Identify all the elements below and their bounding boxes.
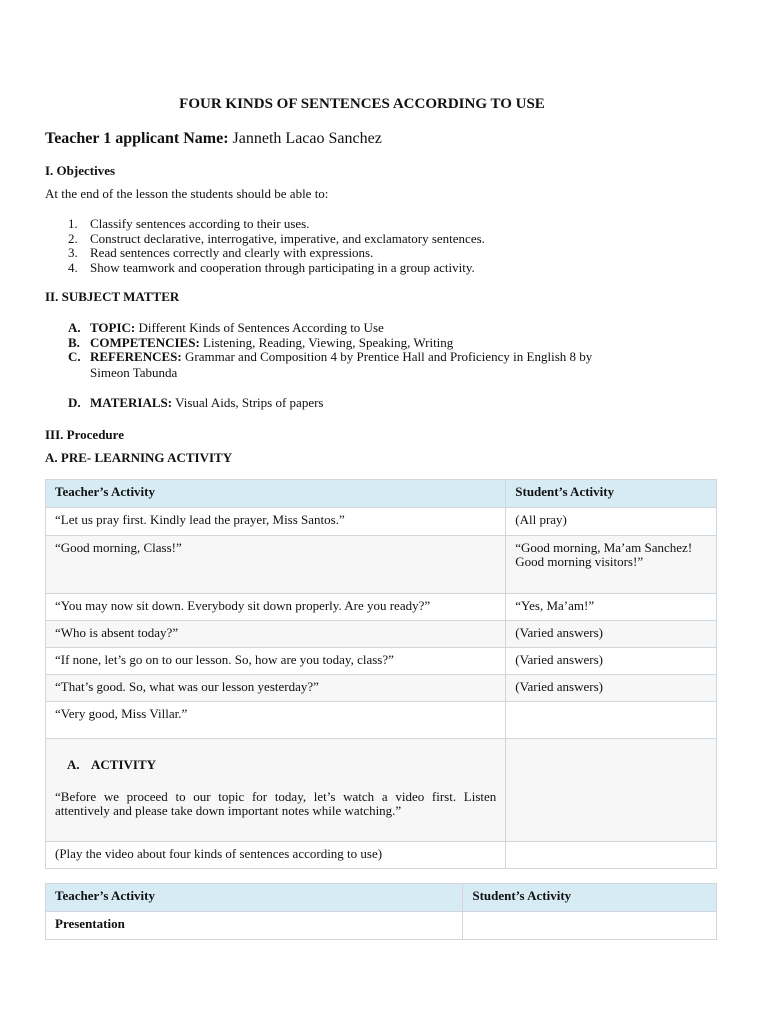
objectives-heading: I. Objectives (45, 163, 116, 178)
objective-item: 3. Read sentences correctly and clearly with expressions. (68, 245, 374, 260)
table-row: “That’s good. So, what was our lesson yesterday?” (Varied answers) (46, 675, 717, 702)
presentation-table (45, 883, 717, 940)
table-row: “Good morning, Class!” “Good morning, Ma’am Sanchez! Good morning visitors!” (46, 536, 717, 594)
student-activity-header: Student’s Activity (463, 884, 717, 912)
table-row: “If none, let’s go on to our lesson. So, how are you today, class?” (Varied answers) (46, 648, 717, 675)
objectives-intro: At the end of the lesson the students should be able to: (45, 186, 329, 201)
objective-item: 2. Construct declarative, interrogative, imperative, and exclamatory sentences. (68, 231, 485, 246)
subject-item-references-cont: Simeon Tabunda (90, 365, 178, 380)
pre-learning-heading: A. PRE- LEARNING ACTIVITY (45, 450, 233, 465)
applicant-label: Teacher 1 applicant Name: (45, 130, 229, 147)
presentation-cell: Presentation (46, 912, 463, 940)
subject-item-topic: A. TOPIC: Different Kinds of Sentences According to Use (68, 320, 384, 335)
activity-text: “Before we proceed to our topic for today, let’s watch a video first. Listen attentively and please take down important notes while watching.” (55, 789, 497, 818)
table-row: (Play the video about four kinds of sentences according to use) (46, 842, 717, 869)
applicant-line (45, 130, 382, 148)
pre-learning-table (45, 479, 717, 869)
student-activity-header: Student’s Activity (506, 480, 717, 508)
teacher-activity-header: Teacher’s Activity (46, 884, 463, 912)
document-title: FOUR KINDS OF SENTENCES ACCORDING TO USE (179, 96, 545, 112)
applicant-name: Janneth Lacao Sanchez (232, 130, 382, 147)
table-row: “Very good, Miss Villar.” (46, 702, 717, 739)
table-header-row (46, 480, 717, 508)
table-row: “You may now sit down. Everybody sit down properly. Are you ready?” “Yes, Ma’am!” (46, 594, 717, 621)
table-row-activity (46, 739, 717, 842)
subject-item-materials: D. MATERIALS: Visual Aids, Strips of papers (68, 395, 324, 410)
objective-item: 1. Classify sentences according to their uses. (68, 216, 310, 231)
teacher-activity-header: Teacher’s Activity (46, 480, 506, 508)
objective-item: 4. Show teamwork and cooperation through participating in a group activity. (68, 260, 475, 275)
subject-matter-heading: II. SUBJECT MATTER (45, 289, 180, 304)
table-header-row (46, 884, 717, 912)
table-row: “Let us pray first. Kindly lead the prayer, Miss Santos.” (All pray) (46, 508, 717, 536)
subject-item-references: C. REFERENCES: Grammar and Composition 4 by Prentice Hall and Proficiency in English 8 by (68, 349, 593, 364)
table-row (46, 912, 717, 940)
table-row: “Who is absent today?” (Varied answers) (46, 621, 717, 648)
procedure-heading: III. Procedure (45, 427, 124, 442)
activity-heading: A. ACTIVITY (67, 757, 157, 772)
subject-item-competencies: B. COMPETENCIES: Listening, Reading, Viewing, Speaking, Writing (68, 335, 454, 350)
